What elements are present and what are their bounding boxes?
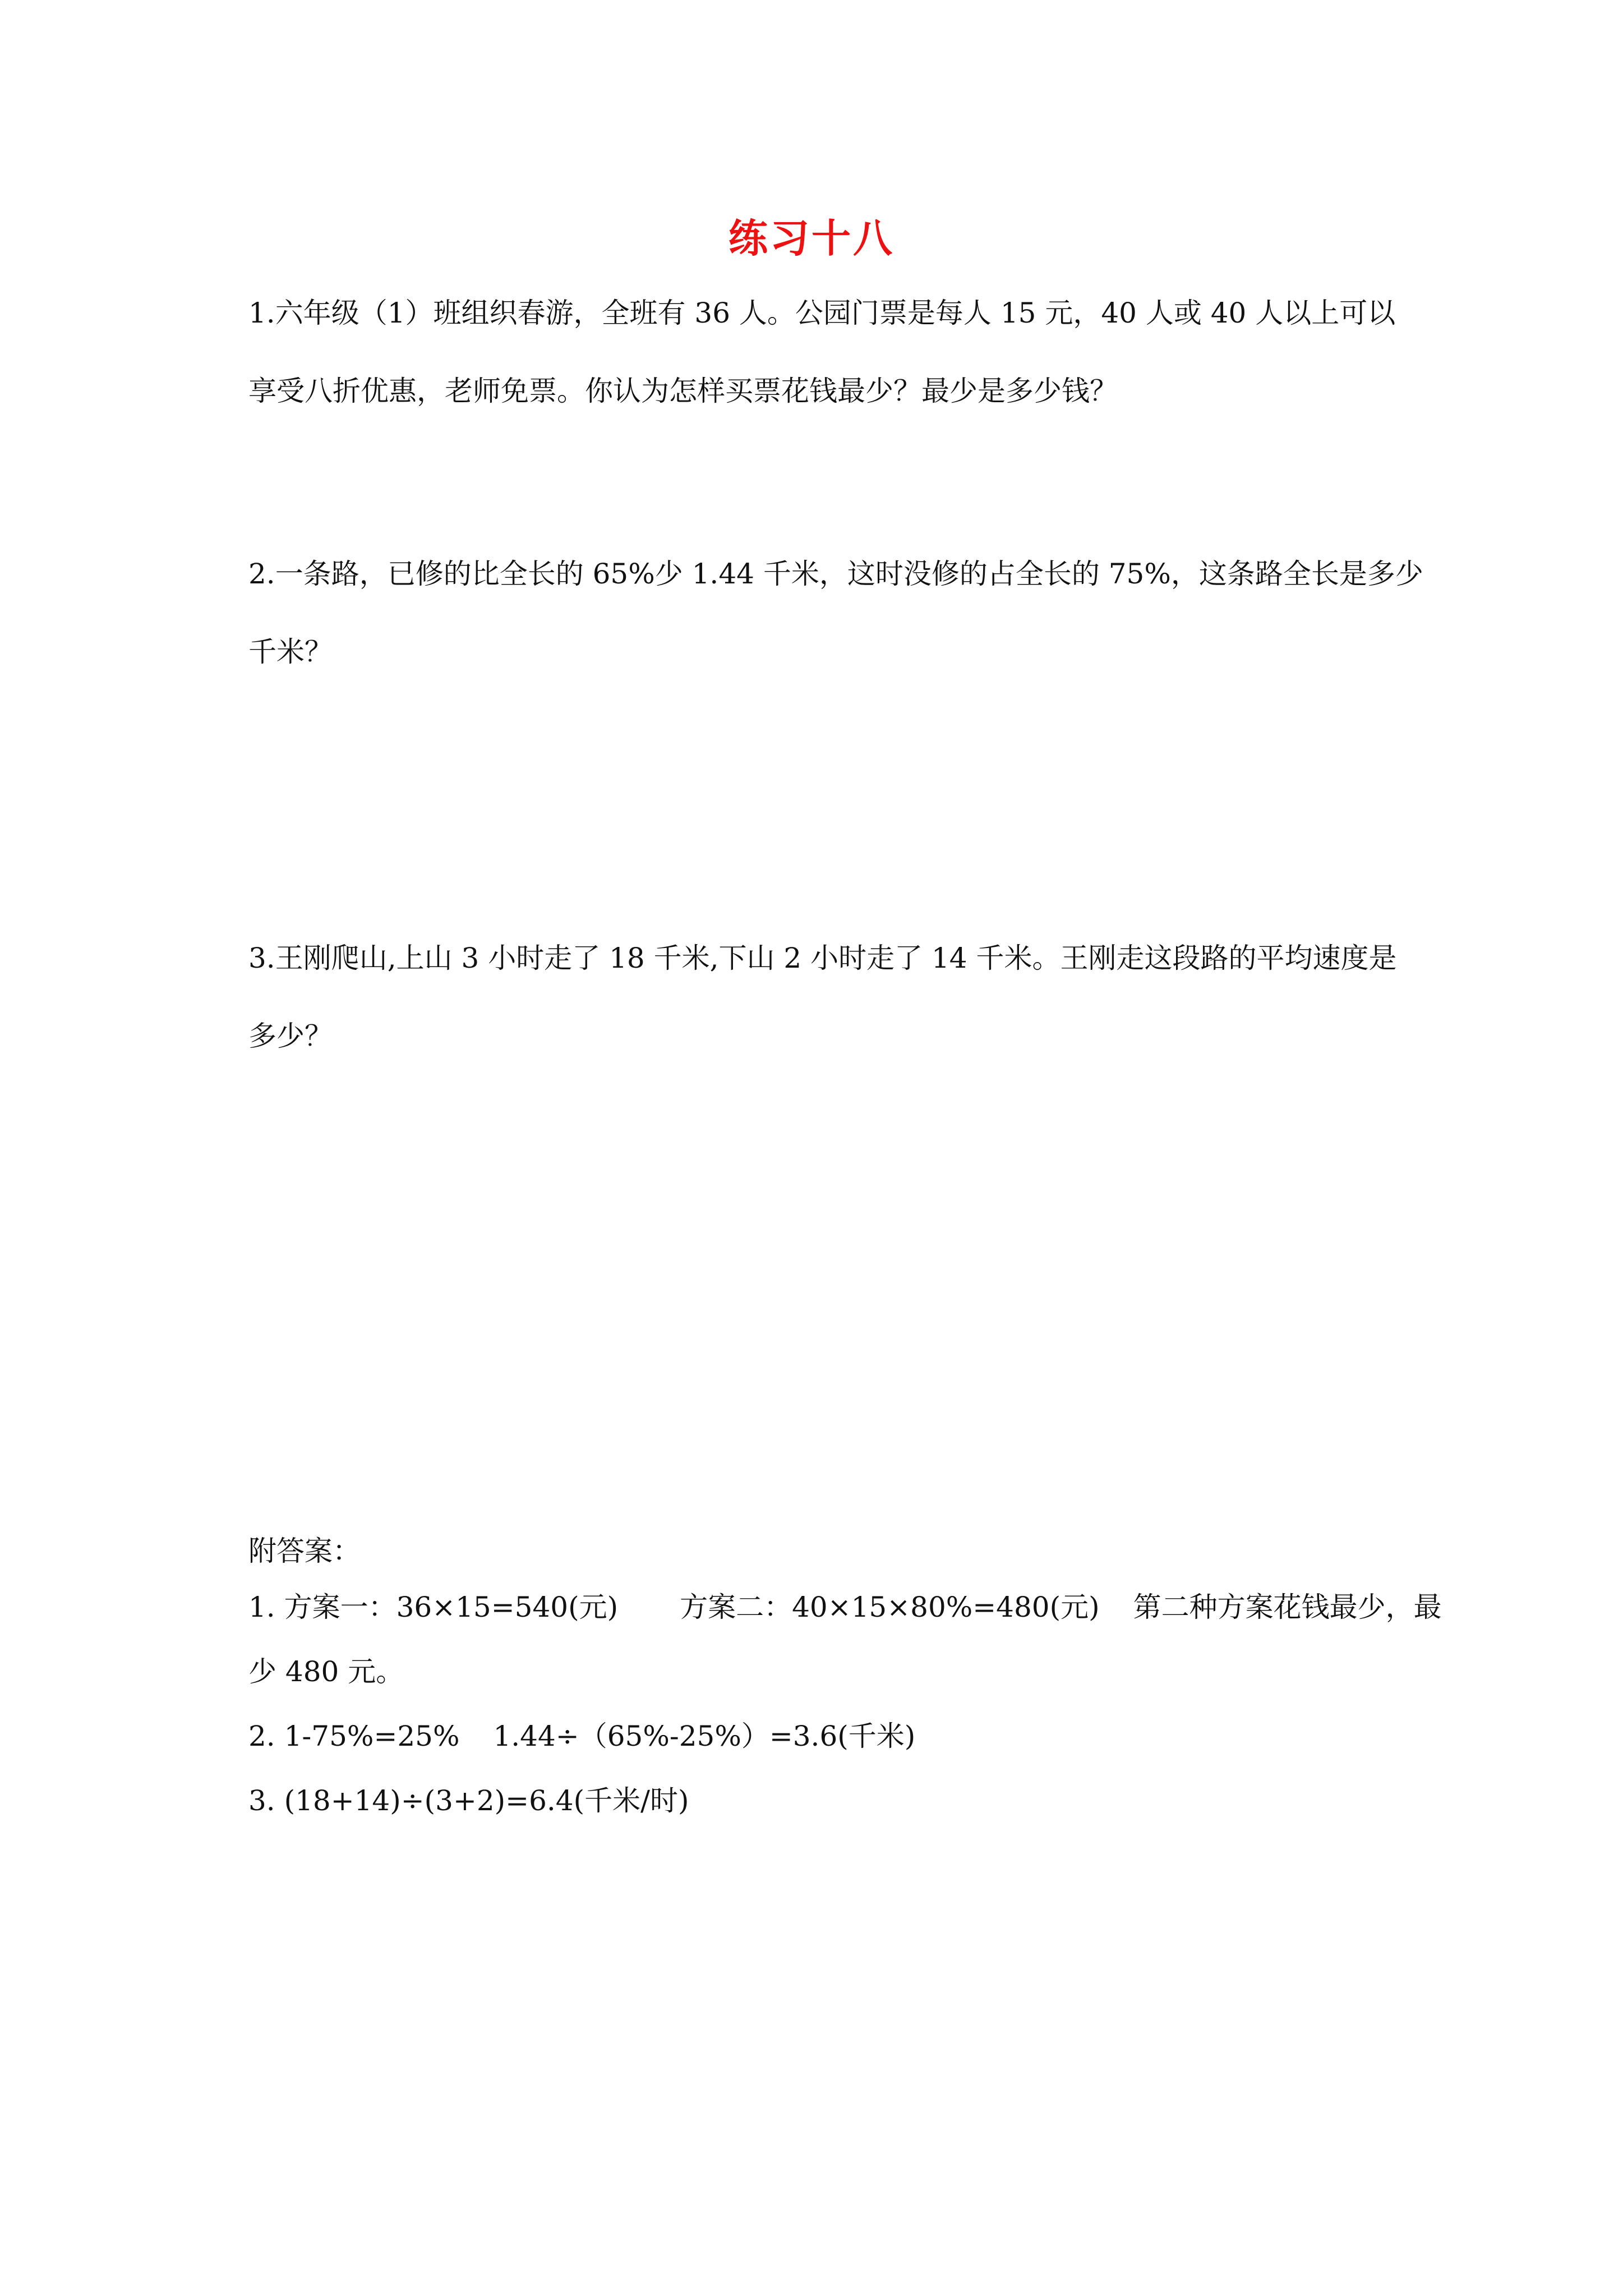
answer-1-plan-2: 方案二：40×15×80%=480(元) bbox=[680, 1591, 1100, 1623]
question-2 bbox=[248, 555, 1423, 670]
answer-1-plan-1: 1. 方案一：36×15=540(元) bbox=[248, 1591, 619, 1623]
question-1 bbox=[248, 295, 1415, 409]
question-2-line-2: 千米？ bbox=[248, 636, 333, 668]
question-1-line-1: 1.六年级（1）班组织春游，全班有 36 人。公园门票是每人 15 元，40 人或 40 人以上可以 bbox=[248, 297, 1396, 329]
question-3-line-1: 3.王刚爬山,上山 3 小时走了 18 千米,下山 2 小时走了 14 千米。王刚走这段路的平均速度是 bbox=[248, 942, 1397, 974]
question-3-line-2: 多少？ bbox=[248, 1020, 333, 1052]
question-2-line-1: 2.一条路，已修的比全长的 65%少 1.44 千米，这时没修的占全长的 75%，这条路全长是多少 bbox=[248, 558, 1423, 590]
answer-1-conclusion: 第二种方案花钱最少，最 bbox=[1133, 1591, 1442, 1623]
answer-3: 3. (18+14)÷(3+2)=6.4(千米/时) bbox=[248, 1784, 689, 1817]
answer-heading: 附答案： bbox=[248, 1535, 361, 1567]
answer-1-line-1 bbox=[248, 1589, 1442, 1626]
answer-section bbox=[248, 1533, 1442, 1817]
answer-2 bbox=[248, 1718, 915, 1755]
answer-1-line-2: 少 480 元。 bbox=[248, 1655, 404, 1688]
answer-2-step-2: 1.44÷（65%-25%）=3.6(千米) bbox=[493, 1720, 916, 1752]
page-title: 练习十八 bbox=[728, 215, 895, 261]
question-1-line-2: 享受八折优惠，老师免票。你认为怎样买票花钱最少？最少是多少钱？ bbox=[248, 375, 1118, 407]
question-3 bbox=[248, 940, 1415, 1055]
answer-2-step-1: 2. 1-75%=25% bbox=[248, 1720, 460, 1752]
